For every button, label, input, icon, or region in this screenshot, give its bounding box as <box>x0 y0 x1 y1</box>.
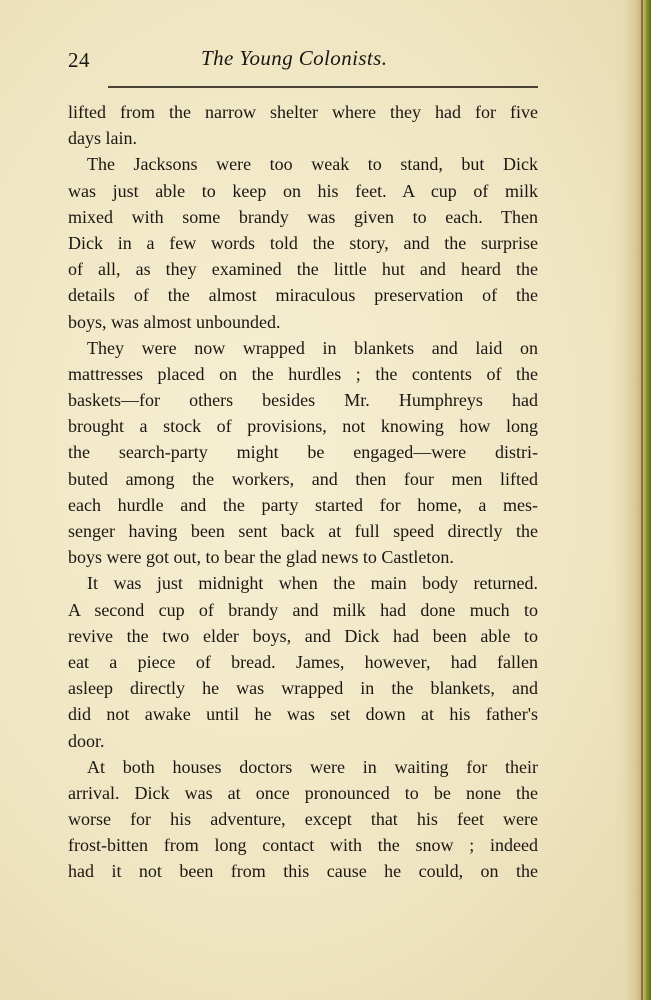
text-line: asleep directly he was wrapped in the blankets, and <box>68 678 538 699</box>
text-line: eat a piece of bread. James, however, had fallen <box>68 651 538 672</box>
text-line: boys were got out, to bear the glad news to Castleton. <box>68 547 454 568</box>
page-number: 24 <box>68 48 90 72</box>
text-line: was just able to keep on his feet. A cup of milk <box>68 180 538 201</box>
text-line: baskets—for others besides Mr. Humphreys had <box>68 390 538 411</box>
binding-edge <box>646 0 651 1000</box>
header-rule <box>108 86 538 88</box>
page-header <box>68 46 538 80</box>
text-line: of all, as they examined the little hut and heard the <box>68 259 538 280</box>
text-line: did not awake until he was set down at his father's <box>68 704 538 725</box>
text-line: The Jacksons were too weak to stand, but Dick <box>87 154 538 175</box>
text-line: lifted from the narrow shelter where they had for five <box>68 102 538 122</box>
running-title: The Young Colonists. <box>201 46 388 70</box>
text-line: Dick in a few words told the story, and the surprise <box>68 232 538 253</box>
text-line: worse for his adventure, except that his feet were <box>68 809 538 830</box>
text-line: boys, was almost unbounded. <box>68 311 281 332</box>
text-line: They were now wrapped in blankets and laid on <box>87 337 538 358</box>
text-line: It was just midnight when the main body returned. <box>87 573 538 594</box>
text-line: each hurdle and the party started for home, a mes- <box>68 494 538 515</box>
text-line: arrival. Dick was at once pronounced to be none the <box>68 782 538 803</box>
text-line: buted among the workers, and then four men lifted <box>68 468 538 489</box>
text-line: had it not been from this cause he could, on the <box>68 861 538 882</box>
text-line: At both houses doctors were in waiting for their <box>87 756 538 777</box>
text-line: frost-bitten from long contact with the snow ; indeed <box>68 835 538 856</box>
text-line: A second cup of brandy and milk had done much to <box>68 599 538 620</box>
page-edge-line <box>641 0 643 1000</box>
body-text <box>68 99 538 885</box>
text-line: the search-party might be engaged—were distri- <box>68 442 538 463</box>
text-line: days lain. <box>68 128 137 149</box>
text-line: door. <box>68 730 105 751</box>
text-line: details of the almost miraculous preservation of the <box>68 285 538 306</box>
text-line: brought a stock of provisions, not knowing how long <box>68 416 538 437</box>
text-line: revive the two elder boys, and Dick had been able to <box>68 625 538 646</box>
text-line: mattresses placed on the hurdles ; the contents of the <box>68 363 538 384</box>
text-line: senger having been sent back at full speed directly the <box>68 521 538 541</box>
text-line: mixed with some brandy was given to each. Then <box>68 206 538 227</box>
